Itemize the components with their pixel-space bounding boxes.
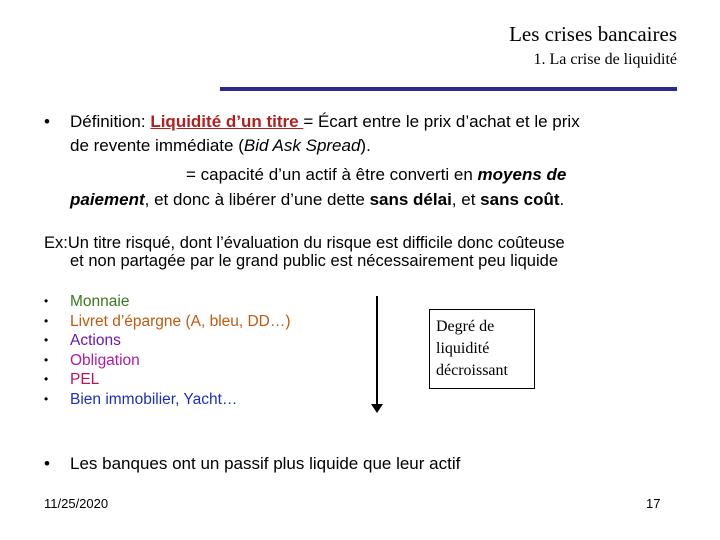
- down-arrow-shaft: [376, 296, 378, 408]
- list-bullet: •: [44, 391, 49, 406]
- example-line-2: et non partagée par le grand public est nécessairement peu liquide: [70, 252, 558, 270]
- definition-bullet: •: [44, 112, 50, 131]
- definition-line4-mid2: , et: [451, 190, 481, 209]
- definition-line2-pre: de revente immédiate (: [70, 136, 244, 155]
- list-bullet: •: [44, 294, 49, 308]
- definition-line2-post: ).: [360, 136, 371, 155]
- list-bullet: •: [44, 352, 49, 367]
- slide-title: Les crises bancaires: [509, 22, 677, 46]
- definition-line4-mid: , et donc à libérer d’une dette: [144, 190, 370, 209]
- degree-line-1: Degré de: [436, 318, 495, 335]
- down-arrow-icon: [371, 404, 383, 413]
- degree-line-2: liquidité: [436, 340, 490, 357]
- definition-label: Définition:: [70, 112, 151, 131]
- definition-line1-rest: = Écart entre le prix d’achat et le prix: [303, 112, 580, 131]
- definition-line-2: [70, 136, 371, 156]
- definition-line-1: [70, 112, 580, 132]
- degree-line-3: décroissant: [436, 362, 508, 379]
- moyens-de: moyens de: [477, 165, 567, 184]
- list-bullet: •: [44, 313, 49, 328]
- footer-date: 11/25/2020: [44, 496, 109, 511]
- definition-line4-end: .: [559, 190, 565, 209]
- definition-line-3: [186, 165, 566, 185]
- sans-delai: sans délai: [369, 190, 452, 209]
- conclusion-bullet: •: [44, 454, 50, 473]
- asset-label: Livret d’épargne (A, bleu, DD…): [70, 312, 291, 330]
- asset-label: PEL: [70, 371, 100, 388]
- definition-line3-pre: = capacité d’un actif à être converti en: [186, 165, 478, 184]
- definition-term: Liquidité d’un titre: [150, 112, 304, 131]
- asset-label: Actions: [70, 332, 121, 349]
- asset-label: Obligation: [70, 351, 140, 369]
- page-number: 17: [646, 496, 661, 511]
- slide-subtitle: 1. La crise de liquidité: [533, 51, 677, 68]
- definition-line-4: [70, 190, 564, 210]
- conclusion-text: Les banques ont un passif plus liquide que leur actif: [70, 454, 461, 473]
- sans-cout: sans coût: [480, 190, 560, 209]
- header-divider: [220, 87, 677, 91]
- liquidity-degree-box: [429, 309, 535, 389]
- list-bullet: •: [44, 333, 49, 347]
- list-bullet: •: [44, 372, 49, 386]
- asset-label: Monnaie: [70, 293, 130, 310]
- bid-ask-spread: Bid Ask Spread: [243, 136, 361, 155]
- paiement: paiement: [70, 190, 145, 209]
- asset-label: Bien immobilier, Yacht…: [70, 390, 238, 408]
- example-line-1: Ex:Un titre risqué, dont l’évaluation du risque est difficile donc coûteuse: [44, 234, 565, 252]
